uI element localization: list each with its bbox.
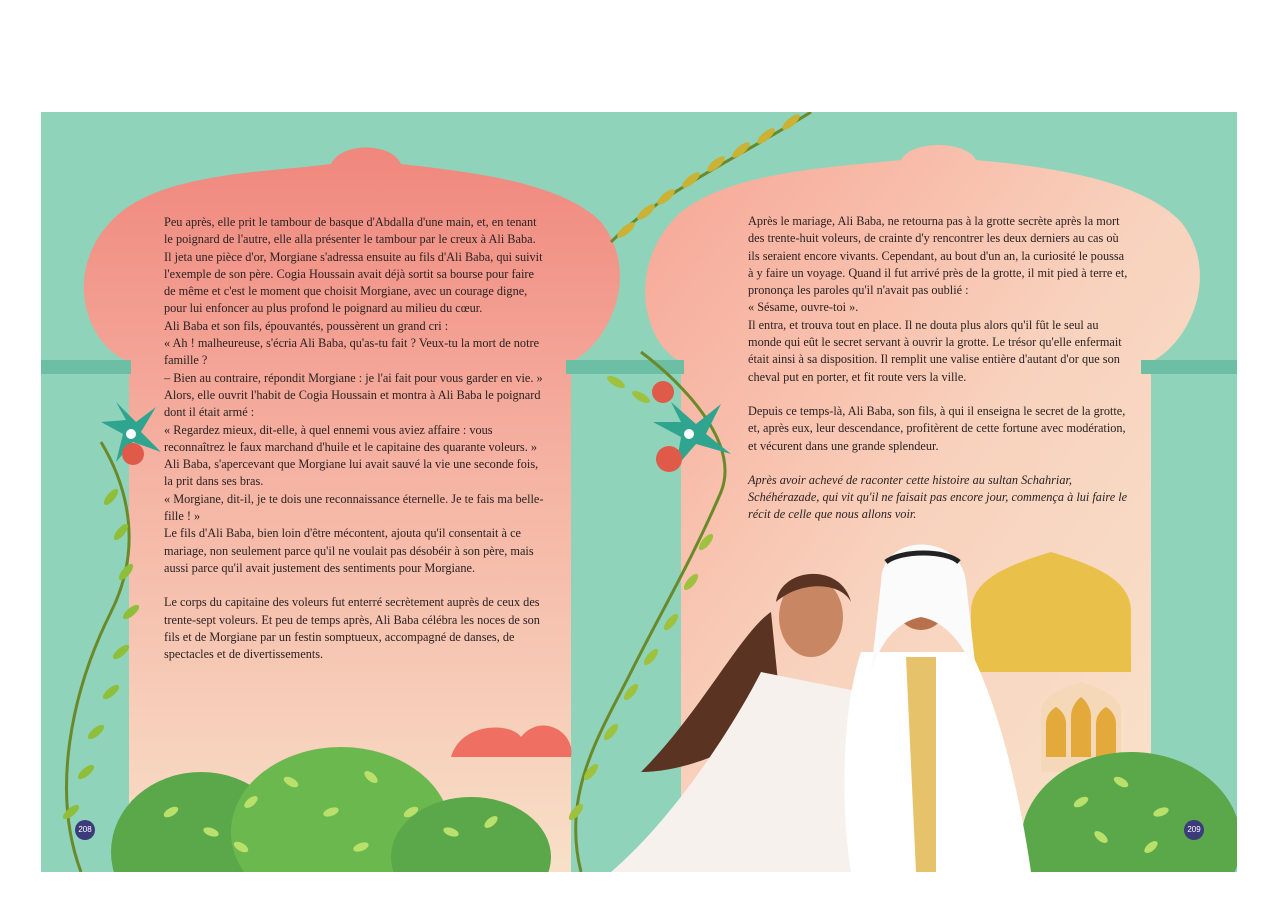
left-paragraph: Ali Baba, s'apercevant que Morgiane lui avait sauvé la vie une seconde fois, la prit dans ses bras. <box>164 457 539 489</box>
right-paragraph-4: Depuis ce temps-là, Ali Baba, son fils, à qui il enseigna le secret de la grotte, et, après eux, leur descendance, profitèrent de cette fortune avec modération, et vécurent dans une grande splendeur. <box>748 403 1126 453</box>
left-closing-paragraph: Le corps du capitaine des voleurs fut enterré secrètement auprès de ceux des trente-sept voleurs. Et peu de temps après, Ali Baba célébra les noces de son fils et de Morgiane par un festin somptueux, accompagné de danses, de spectacles et de divertissements. <box>164 595 540 662</box>
right-paragraph-2: « Sésame, ouvre-toi ». <box>748 300 859 315</box>
left-paragraph: Le fils d'Ali Baba, bien loin d'être mécontent, ajouta qu'il consentait à ce mariage, non seulement parce qu'il ne voulait pas désobéir à son père, mais aussi parce qu'il avait justement des sentiments pour Morgiane. <box>164 526 534 575</box>
left-paragraph: Peu après, elle prit le tambour de basque d'Abdalla d'une main, et, en tenant le poignard de l'autre, elle alla présenter le tambour par le creux à Ali Baba. Il jeta une pièce d'or, Morgiane s'adressa ensuite au fils d'Ali Baba, qui suivit l'exemple de son père. Cogia Houssain avait déjà sortit sa bourse pour faire de même et c'est le moment que choisit Morgiane, avec un courage digne, pour lui enfoncer au plus profond le poignard au milieu du cœur. <box>164 215 543 316</box>
page-number-right: 209 <box>1184 820 1204 840</box>
right-page-text <box>748 213 1130 524</box>
left-paragraph: – Bien au contraire, répondit Morgiane : je l'ai fait pour vous garder en vie. » <box>164 370 543 385</box>
right-italic-paragraph: Après avoir achevé de raconter cette histoire au sultan Schahriar, Schéhérazade, qui vit qu'il ne faisait pas encore jour, commença à lui faire le récit de celle que nous allons voir. <box>748 472 1128 522</box>
right-paragraph-1: Après le mariage, Ali Baba, ne retourna pas à la grotte secrète après la mort des trente-huit voleurs, de crainte d'y rencontrer les deux derniers au cas où ils seraient encore vivants. Cependant, au bout d'un an, la curiosité le poussa à y faire un voyage. Quand il fut arrivé près de la grotte, il mit pied à terre et, prononça les paroles qu'il n'avait pas oublié : <box>748 214 1128 298</box>
page-number-left: 208 <box>75 820 95 840</box>
right-paragraph-3: Il entra, et trouva tout en place. Il ne douta plus alors qu'il fût le seul au monde qui eût le secret servant à ouvrir la grotte. Le trésor qu'elle enfermait était ainsi à sa disposition. Il remplit une valise entière d'autant d'or que son cheval put en porter, et fit route vers la ville. <box>748 317 1122 384</box>
left-paragraph: Alors, elle ouvrit l'habit de Cogia Houssain et montra à Ali Baba le poignard dont il était armé : <box>164 387 541 420</box>
left-paragraph: « Morgiane, dit-il, je te dois une reconnaissance éternelle. Je te fais ma belle-fille ! » <box>164 491 544 524</box>
book-spread <box>41 112 1237 872</box>
left-page-text <box>164 214 544 663</box>
left-paragraph: « Ah ! malheureuse, s'écria Ali Baba, qu'as-tu fait ? Veux-tu la mort de notre famille ? <box>164 336 540 368</box>
left-paragraph: Ali Baba et son fils, épouvantés, poussèrent un grand cri : <box>164 318 449 333</box>
left-paragraph: « Regardez mieux, dit-elle, à quel ennemi vous aviez affaire : vous reconnaîtrez le faux marchand d'huile et le capitaine des quarante voleurs. » <box>164 422 538 454</box>
